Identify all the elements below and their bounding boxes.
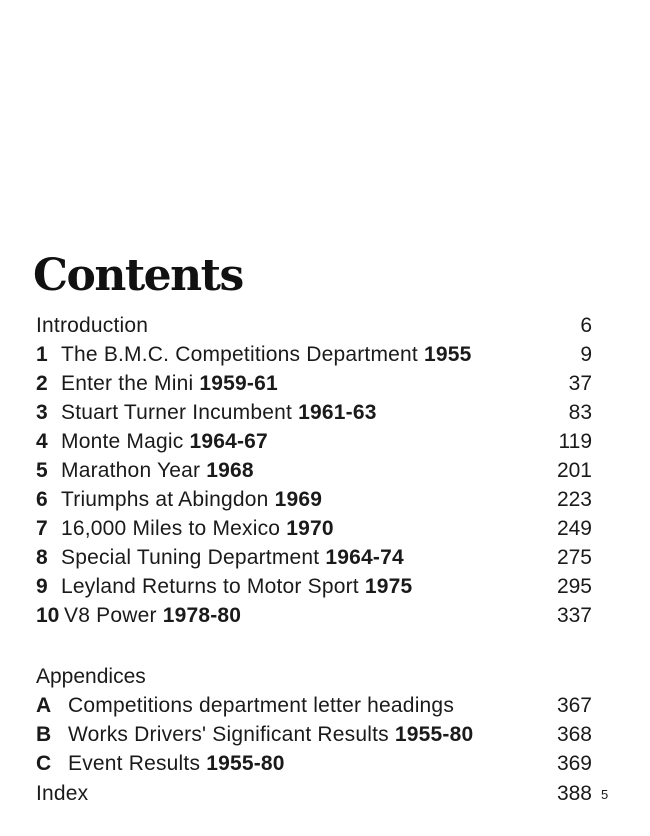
chapter-years: 1970 xyxy=(286,517,334,540)
toc-entry-chapter-2[interactable] xyxy=(36,369,592,398)
appendix-page: 367 xyxy=(556,694,592,717)
appendices-heading: Appendices xyxy=(36,665,146,688)
chapter-number: 4 xyxy=(36,430,48,453)
toc-entry-appendix-c[interactable] xyxy=(36,749,592,778)
chapter-page: 201 xyxy=(556,459,592,482)
page-number: 5 xyxy=(601,787,609,802)
chapter-title: Triumphs at Abingdon xyxy=(61,488,269,511)
chapter-page: 37 xyxy=(568,372,592,395)
entry-title: Introduction xyxy=(36,314,149,337)
entry-page: 388 xyxy=(556,782,592,805)
chapter-years: 1959-61 xyxy=(199,372,278,395)
appendix-title: Works Drivers' Significant Results xyxy=(68,723,389,746)
chapter-title: The B.M.C. Competitions Department xyxy=(61,343,418,366)
chapter-number: 5 xyxy=(36,459,48,482)
chapter-number: 6 xyxy=(36,488,48,511)
chapter-number: 7 xyxy=(36,517,48,540)
toc-entry-index[interactable] xyxy=(36,779,592,808)
chapter-years: 1955 xyxy=(423,343,472,366)
toc-entry-chapter-6[interactable] xyxy=(36,485,592,514)
entry-title: Index xyxy=(36,782,89,805)
appendix-years: 1955-80 xyxy=(206,752,285,775)
chapter-number: 8 xyxy=(36,546,48,569)
chapter-title: Stuart Turner Incumbent xyxy=(61,401,293,424)
appendix-page: 369 xyxy=(556,752,592,775)
chapter-title: Enter the Mini xyxy=(61,372,194,395)
chapter-page: 295 xyxy=(556,575,592,598)
chapter-number: 1 xyxy=(36,343,48,366)
chapter-page: 275 xyxy=(556,546,592,569)
toc-entry-chapter-1[interactable] xyxy=(36,340,592,369)
chapter-page: 249 xyxy=(556,517,592,540)
chapter-page: 9 xyxy=(580,343,592,366)
toc-entry-introduction[interactable] xyxy=(36,311,592,340)
toc-entry-chapter-7[interactable] xyxy=(36,514,592,543)
toc-entry-chapter-10[interactable] xyxy=(36,601,592,630)
chapter-page: 223 xyxy=(556,488,592,511)
chapter-title: 16,000 Miles to Mexico xyxy=(61,517,281,540)
appendix-letter: B xyxy=(36,723,52,746)
chapter-title: Leyland Returns to Motor Sport xyxy=(61,575,359,598)
chapter-years: 1964-67 xyxy=(189,430,268,453)
appendix-letter: A xyxy=(36,694,52,717)
toc-entry-chapter-9[interactable] xyxy=(36,572,592,601)
page-title: Contents xyxy=(33,250,243,301)
chapter-years: 1969 xyxy=(274,488,323,511)
toc-entry-appendix-b[interactable] xyxy=(36,720,592,749)
toc-entry-chapter-8[interactable] xyxy=(36,543,592,572)
chapter-number: 3 xyxy=(36,401,48,424)
toc-entry-chapter-3[interactable] xyxy=(36,398,592,427)
chapter-title: Special Tuning Department xyxy=(61,546,320,569)
chapter-page: 83 xyxy=(568,401,592,424)
chapter-number: 2 xyxy=(36,372,48,395)
chapter-page: 119 xyxy=(558,430,592,453)
chapter-title: V8 Power xyxy=(64,604,157,627)
chapter-years: 1968 xyxy=(206,459,254,482)
toc-entry-chapter-4[interactable] xyxy=(36,427,592,456)
appendix-years: 1955-80 xyxy=(394,723,474,746)
chapter-number: 9 xyxy=(36,575,48,598)
toc-entry-chapter-5[interactable] xyxy=(36,456,592,485)
chapter-years: 1975 xyxy=(364,575,413,598)
chapter-years: 1964-74 xyxy=(325,546,404,569)
appendix-page: 368 xyxy=(556,723,592,746)
chapter-title: Marathon Year xyxy=(61,459,201,482)
appendix-title: Competitions department letter headings xyxy=(68,694,455,717)
chapter-years: 1961-63 xyxy=(298,401,377,424)
chapter-title: Monte Magic xyxy=(61,430,184,453)
toc-entry-appendix-a[interactable] xyxy=(36,691,592,720)
chapter-number: 10 xyxy=(36,604,60,627)
appendix-title: Event Results xyxy=(68,752,201,775)
chapter-years: 1978-80 xyxy=(162,604,242,627)
chapter-page: 337 xyxy=(556,604,592,627)
appendix-letter: C xyxy=(36,752,52,775)
entry-page: 6 xyxy=(580,314,592,337)
